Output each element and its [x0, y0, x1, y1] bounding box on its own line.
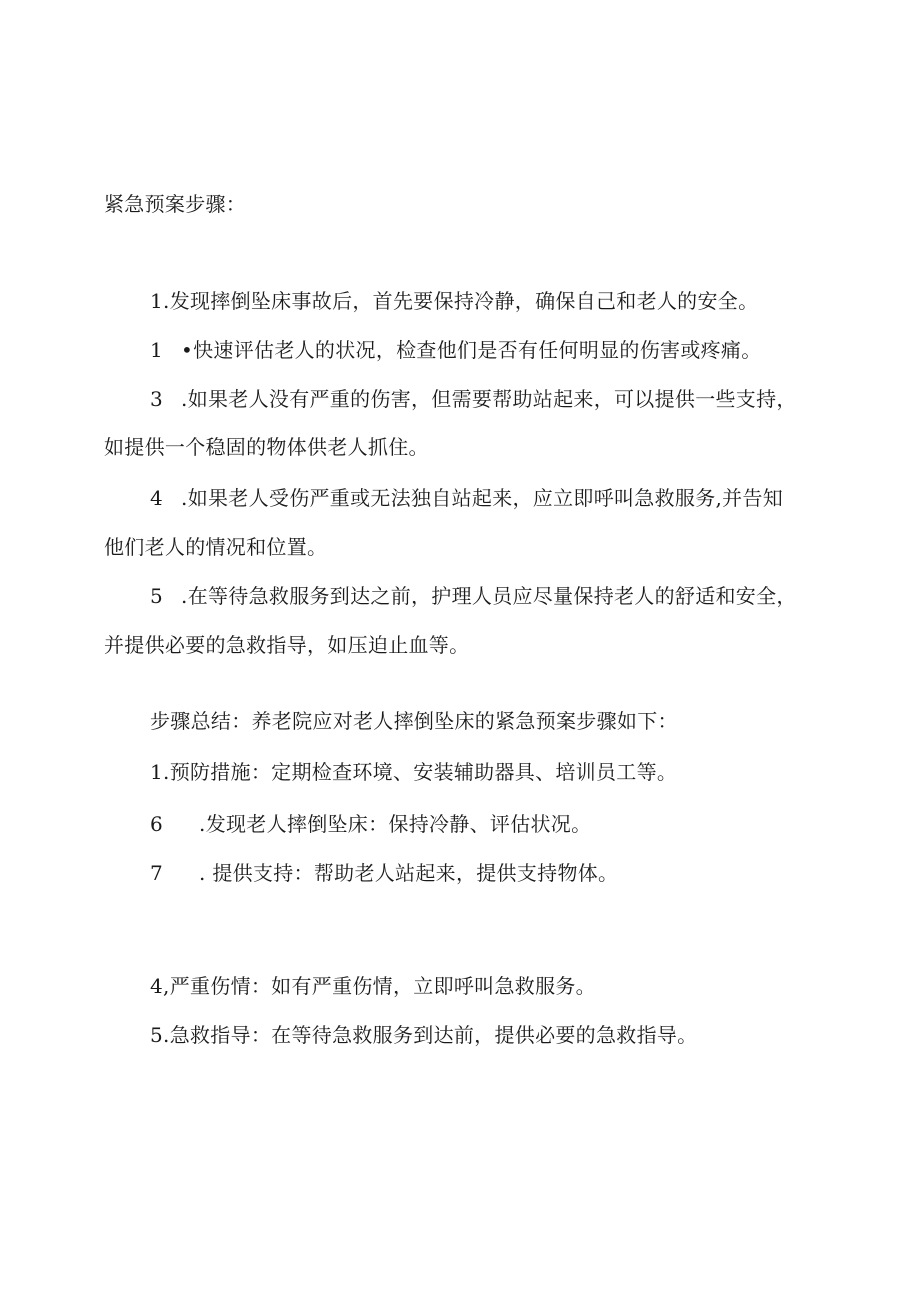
step-1: [150, 287, 758, 315]
summary-title: 步骤总结：养老院应对老人摔倒坠床的紧急预案步骤如下：: [150, 709, 678, 733]
step-text: .如果老人受伤严重或无法独自站起来，应立即呼叫急救服务,并告知: [181, 486, 784, 510]
summary-item-5: [150, 1021, 698, 1049]
summary-text: 预防措施：定期检查环境、安装辅助器具、培训员工等。: [169, 760, 678, 784]
summary-number: 4,: [150, 974, 170, 998]
document-heading: 紧急预案步骤：: [104, 192, 247, 216]
summary-number: 6: [150, 812, 164, 836]
summary-text: 急救指导：在等待急救服务到达前，提供必要的急救指导。: [169, 1023, 698, 1047]
summary-item-4: [150, 972, 596, 1000]
step-4-continuation: 他们老人的情况和位置。: [104, 535, 328, 559]
step-3-continuation: 如提供一个稳固的物体供老人抓住。: [104, 435, 429, 459]
step-text: .如果老人没有严重的伤害，但需要帮助站起来，可以提供一些支持，: [181, 387, 797, 411]
step-4: [150, 484, 783, 512]
step-number: 1: [150, 338, 164, 362]
step-number: 5: [150, 584, 164, 608]
summary-text: .发现老人摔倒坠床：保持冷静、评估状况。: [199, 812, 592, 836]
summary-item-3: [150, 859, 618, 887]
summary-text: 严重伤情：如有严重伤情，立即呼叫急救服务。: [169, 974, 596, 998]
summary-number: 5.: [150, 1023, 170, 1047]
summary-number: 7: [150, 861, 164, 885]
step-2: [150, 336, 762, 364]
summary-text: . 提供支持：帮助老人站起来，提供支持物体。: [199, 861, 619, 885]
step-text: .在等待急救服务到达之前，护理人员应尽量保持老人的舒适和安全，: [181, 584, 797, 608]
step-text: •快速评估老人的状况，检查他们是否有任何明显的伤害或疼痛。: [181, 338, 762, 362]
step-number: 1.: [150, 289, 170, 313]
step-5-continuation: 并提供必要的急救指导，如压迫止血等。: [104, 633, 470, 657]
step-number: 4: [150, 486, 164, 510]
step-number: 3: [150, 387, 164, 411]
summary-item-1: [150, 758, 677, 786]
step-3: [150, 385, 797, 413]
step-5: [150, 582, 797, 610]
summary-item-2: [150, 810, 591, 838]
step-text: 发现摔倒坠床事故后，首先要保持冷静，确保自己和老人的安全。: [169, 289, 759, 313]
summary-number: 1.: [150, 760, 170, 784]
